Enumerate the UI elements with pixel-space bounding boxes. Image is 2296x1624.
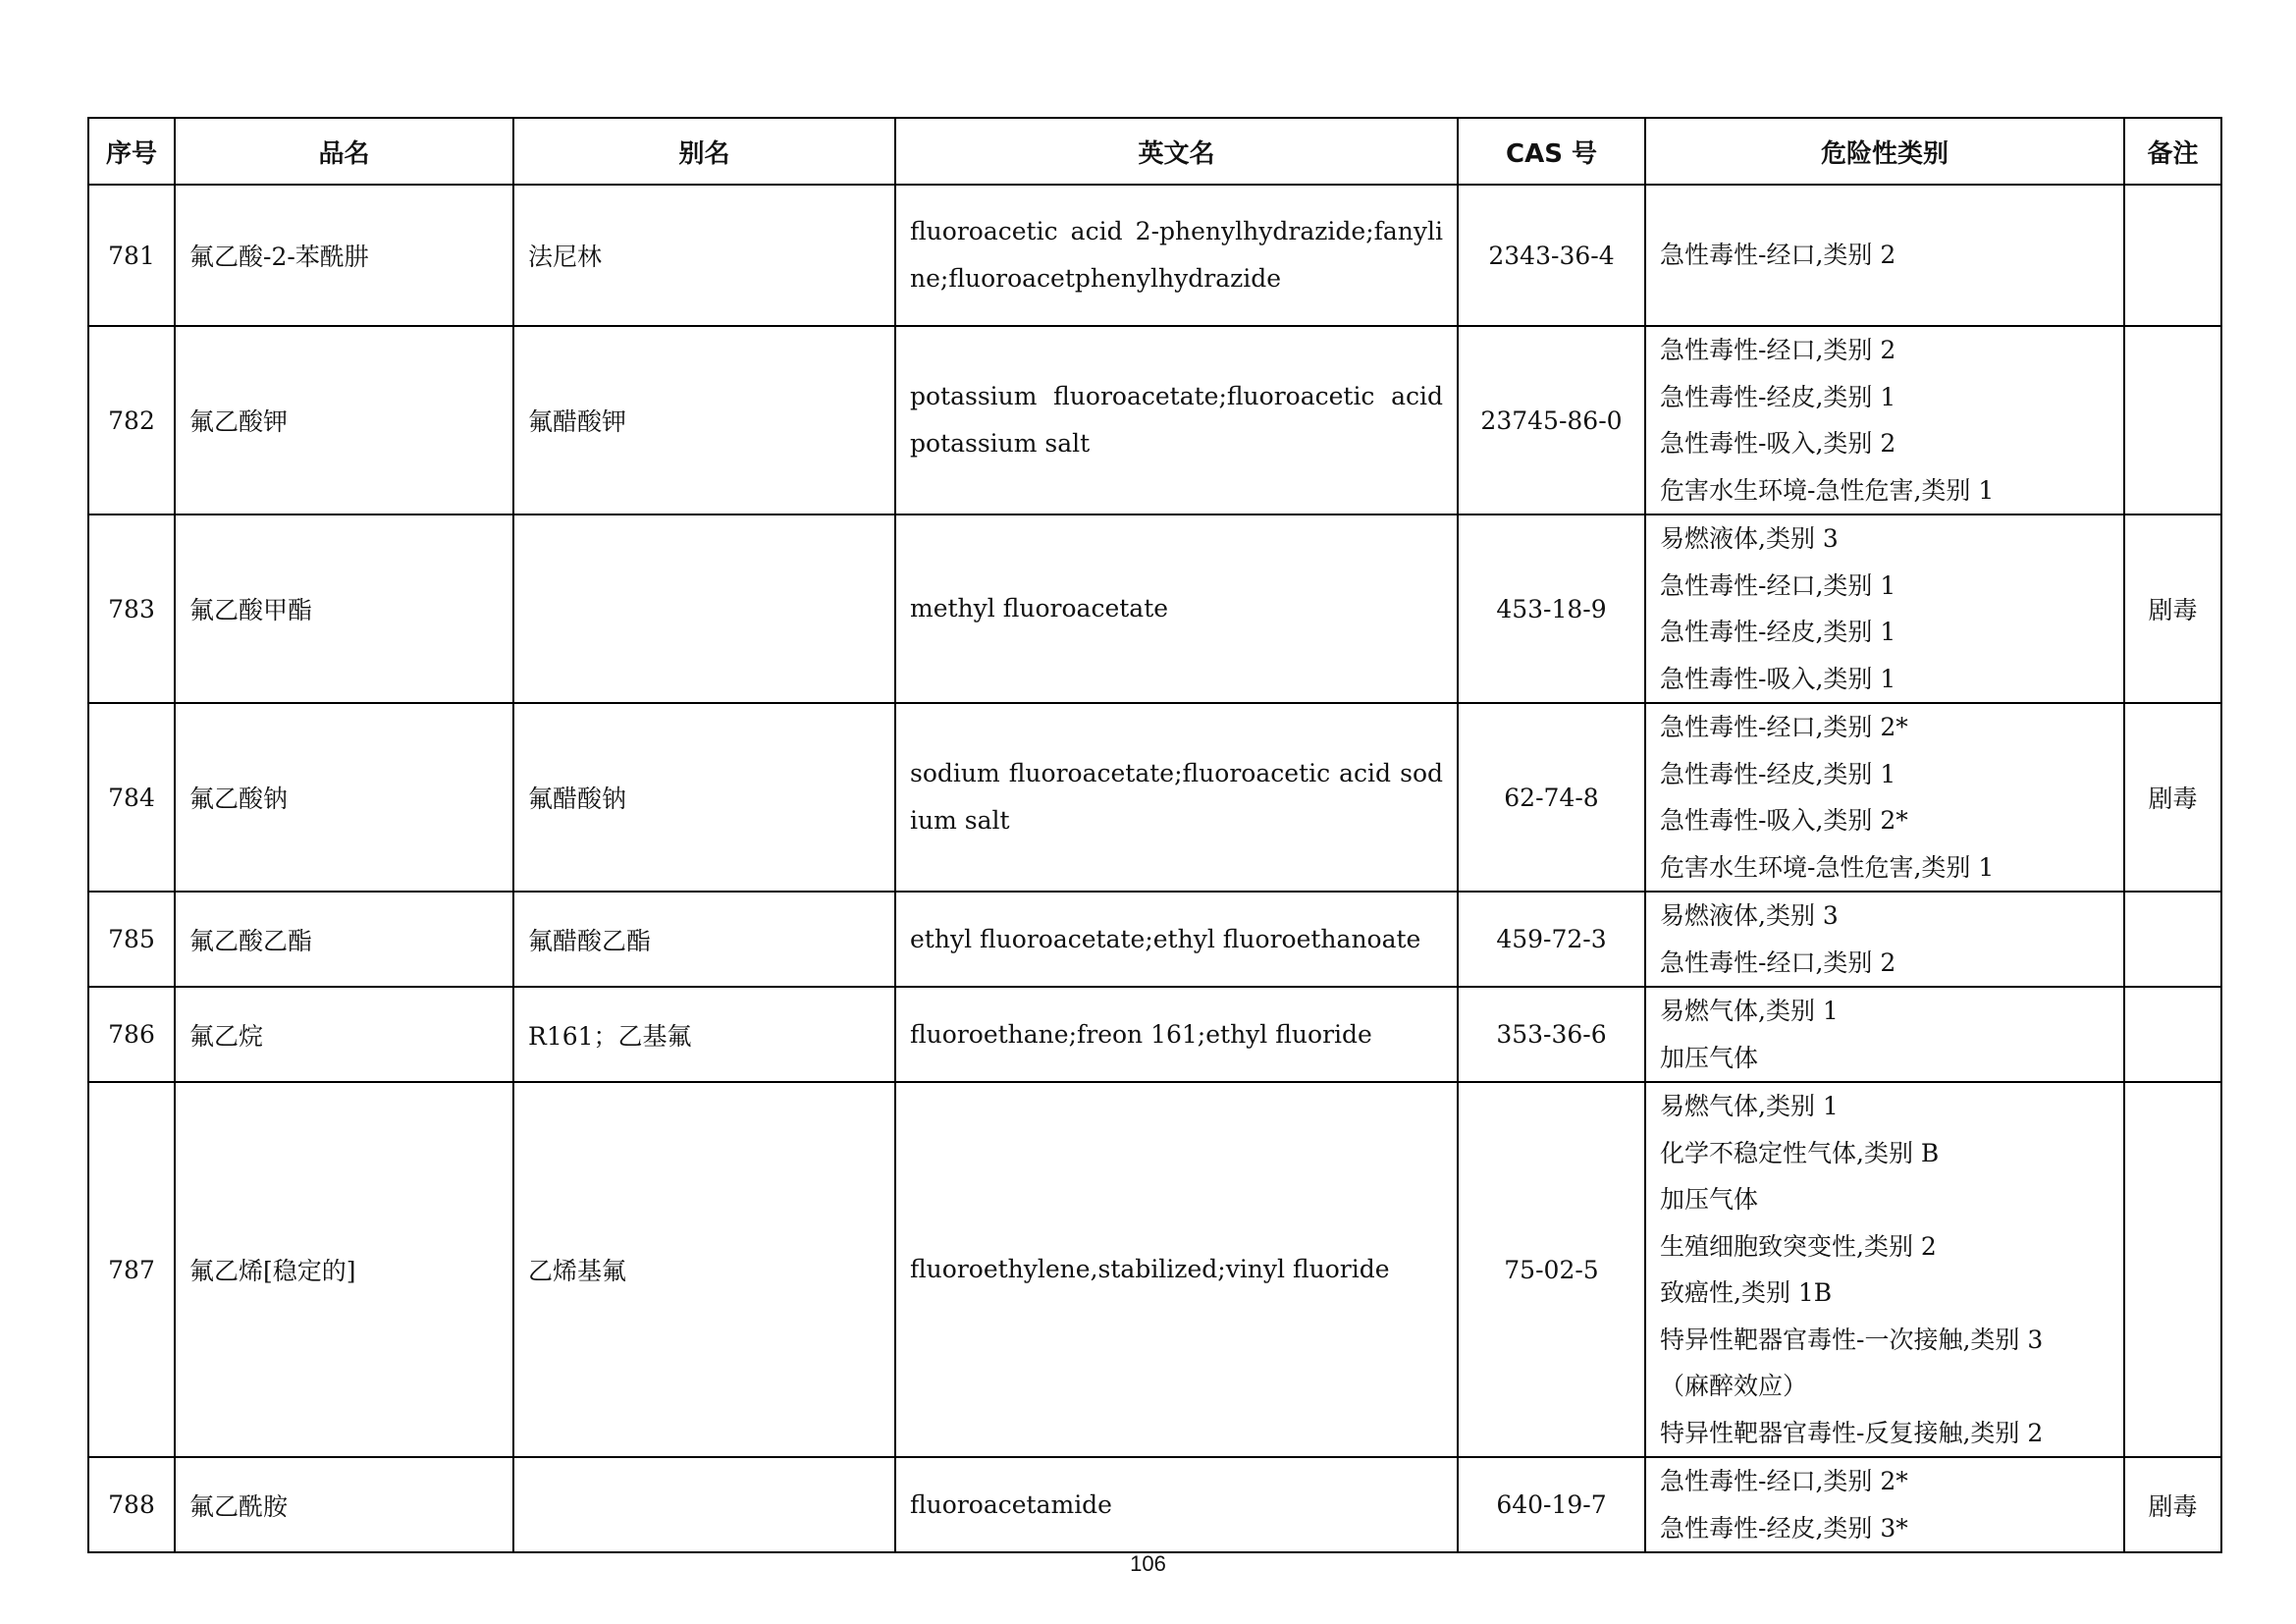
table-header-row bbox=[88, 118, 2221, 185]
cell-note bbox=[2124, 1082, 2221, 1457]
hazard-line: 致癌性,类别 1B bbox=[1660, 1278, 1833, 1307]
cell-alias bbox=[513, 1457, 895, 1552]
cell-english-name: fluoroethylene,stabilized;vinyl fluoride bbox=[895, 1082, 1458, 1457]
cell-english-name: fluoroacetamide bbox=[895, 1457, 1458, 1552]
cell-name: 氟乙酸乙酯 bbox=[175, 892, 513, 987]
hazard-line: 急性毒性-经口,类别 2* bbox=[1660, 713, 1908, 741]
cell-name: 氟乙酰胺 bbox=[175, 1457, 513, 1552]
table-row bbox=[88, 892, 2221, 987]
cell-no: 786 bbox=[88, 987, 175, 1082]
table-row bbox=[88, 1082, 2221, 1457]
cell-name: 氟乙烯[稳定的] bbox=[175, 1082, 513, 1457]
cell-no: 781 bbox=[88, 185, 175, 326]
cell-cas: 2343-36-4 bbox=[1458, 185, 1645, 326]
cell-note: 剧毒 bbox=[2124, 514, 2221, 703]
table-row bbox=[88, 326, 2221, 514]
cell-cas: 23745-86-0 bbox=[1458, 326, 1645, 514]
cell-alias: R161；乙基氟 bbox=[513, 987, 895, 1082]
cell-no: 788 bbox=[88, 1457, 175, 1552]
cell-cas: 75-02-5 bbox=[1458, 1082, 1645, 1457]
cell-note bbox=[2124, 987, 2221, 1082]
cell-english-name: methyl fluoroacetate bbox=[895, 514, 1458, 703]
hazard-line: 生殖细胞致突变性,类别 2 bbox=[1660, 1231, 1937, 1261]
cell-english-name: sodium fluoroacetate;fluoroacetic acid sodium salt bbox=[895, 703, 1458, 892]
hazard-line: 急性毒性-经皮,类别 1 bbox=[1660, 618, 1896, 646]
header-note: 备注 bbox=[2124, 118, 2221, 185]
cell-english-name: ethyl fluoroacetate;ethyl fluoroethanoate bbox=[895, 892, 1458, 987]
cell-name: 氟乙酸钠 bbox=[175, 703, 513, 892]
cell-note: 剧毒 bbox=[2124, 1457, 2221, 1552]
cell-cas: 62-74-8 bbox=[1458, 703, 1645, 892]
cell-english-name: fluoroethane;freon 161;ethyl fluoride bbox=[895, 987, 1458, 1082]
header-alias: 别名 bbox=[513, 118, 895, 185]
cell-name: 氟乙酸钾 bbox=[175, 326, 513, 514]
header-name: 品名 bbox=[175, 118, 513, 185]
cell-hazard-class bbox=[1645, 185, 2124, 326]
hazardous-chemicals-table bbox=[87, 117, 2222, 1553]
cell-english-name: fluoroacetic acid 2-phenylhydrazide;fanyline;fluoroacetphenylhydrazide bbox=[895, 185, 1458, 326]
cell-english-name: potassium fluoroacetate;fluoroacetic acid potassium salt bbox=[895, 326, 1458, 514]
cell-alias: 氟醋酸乙酯 bbox=[513, 892, 895, 987]
cell-name: 氟乙烷 bbox=[175, 987, 513, 1082]
cell-hazard-class bbox=[1645, 703, 2124, 892]
cell-hazard-class bbox=[1645, 1082, 2124, 1457]
table-row bbox=[88, 703, 2221, 892]
hazard-line: 危害水生环境-急性危害,类别 1 bbox=[1660, 475, 1995, 505]
hazard-line: 易燃液体,类别 3 bbox=[1660, 901, 1839, 930]
table-row bbox=[88, 1457, 2221, 1552]
cell-no: 782 bbox=[88, 326, 175, 514]
cell-hazard-class bbox=[1645, 1457, 2124, 1552]
hazard-line: 急性毒性-经口,类别 2 bbox=[1660, 241, 1896, 270]
hazard-line: 急性毒性-吸入,类别 1 bbox=[1660, 664, 1896, 693]
hazard-line: 急性毒性-经皮,类别 3* bbox=[1660, 1513, 1908, 1543]
cell-no: 783 bbox=[88, 514, 175, 703]
header-hazard-class: 危险性类别 bbox=[1645, 118, 2124, 185]
cell-name: 氟乙酸-2-苯酰肼 bbox=[175, 185, 513, 326]
cell-alias: 氟醋酸钠 bbox=[513, 703, 895, 892]
hazard-line: 易燃液体,类别 3 bbox=[1660, 524, 1839, 553]
table-row bbox=[88, 185, 2221, 326]
cell-name: 氟乙酸甲酯 bbox=[175, 514, 513, 703]
cell-hazard-class bbox=[1645, 892, 2124, 987]
cell-no: 784 bbox=[88, 703, 175, 892]
cell-alias bbox=[513, 514, 895, 703]
table-row bbox=[88, 514, 2221, 703]
hazard-line: 化学不稳定性气体,类别 B bbox=[1660, 1138, 1940, 1167]
cell-hazard-class bbox=[1645, 514, 2124, 703]
hazard-line: 加压气体 bbox=[1660, 1185, 1759, 1214]
hazard-line: 急性毒性-经皮,类别 1 bbox=[1660, 759, 1896, 788]
hazard-line: 急性毒性-经口,类别 1 bbox=[1660, 570, 1896, 600]
hazard-line: 加压气体 bbox=[1660, 1043, 1759, 1072]
header-cas: CAS 号 bbox=[1458, 118, 1645, 185]
cell-cas: 640-19-7 bbox=[1458, 1457, 1645, 1552]
cell-cas: 459-72-3 bbox=[1458, 892, 1645, 987]
header-no: 序号 bbox=[88, 118, 175, 185]
cell-note: 剧毒 bbox=[2124, 703, 2221, 892]
hazard-line: 特异性靶器官毒性-反复接触,类别 2 bbox=[1660, 1418, 2044, 1447]
hazard-line: 易燃气体,类别 1 bbox=[1660, 1092, 1839, 1120]
cell-alias: 氟醋酸钾 bbox=[513, 326, 895, 514]
cell-note bbox=[2124, 185, 2221, 326]
hazard-line: 急性毒性-经口,类别 2 bbox=[1660, 336, 1896, 364]
hazard-line: 特异性靶器官毒性-一次接触,类别 3 bbox=[1660, 1325, 2044, 1354]
hazard-line: 急性毒性-经口,类别 2 bbox=[1660, 947, 1896, 977]
hazard-line: 易燃气体,类别 1 bbox=[1660, 997, 1839, 1025]
page-number: 106 bbox=[1130, 1551, 1166, 1576]
cell-hazard-class bbox=[1645, 326, 2124, 514]
cell-alias: 法尼林 bbox=[513, 185, 895, 326]
cell-no: 787 bbox=[88, 1082, 175, 1457]
cell-cas: 453-18-9 bbox=[1458, 514, 1645, 703]
header-english-name: 英文名 bbox=[895, 118, 1458, 185]
table-row bbox=[88, 987, 2221, 1082]
cell-no: 785 bbox=[88, 892, 175, 987]
cell-note bbox=[2124, 326, 2221, 514]
hazard-line: （麻醉效应） bbox=[1660, 1372, 1808, 1400]
hazard-line: 急性毒性-吸入,类别 2* bbox=[1660, 806, 1908, 835]
hazard-line: 危害水生环境-急性危害,类别 1 bbox=[1660, 852, 1995, 882]
hazard-line: 急性毒性-经皮,类别 1 bbox=[1660, 382, 1896, 411]
cell-hazard-class bbox=[1645, 987, 2124, 1082]
cell-note bbox=[2124, 892, 2221, 987]
cell-alias: 乙烯基氟 bbox=[513, 1082, 895, 1457]
cell-cas: 353-36-6 bbox=[1458, 987, 1645, 1082]
hazard-line: 急性毒性-吸入,类别 2 bbox=[1660, 429, 1896, 458]
hazard-line: 急性毒性-经口,类别 2* bbox=[1660, 1467, 1908, 1495]
